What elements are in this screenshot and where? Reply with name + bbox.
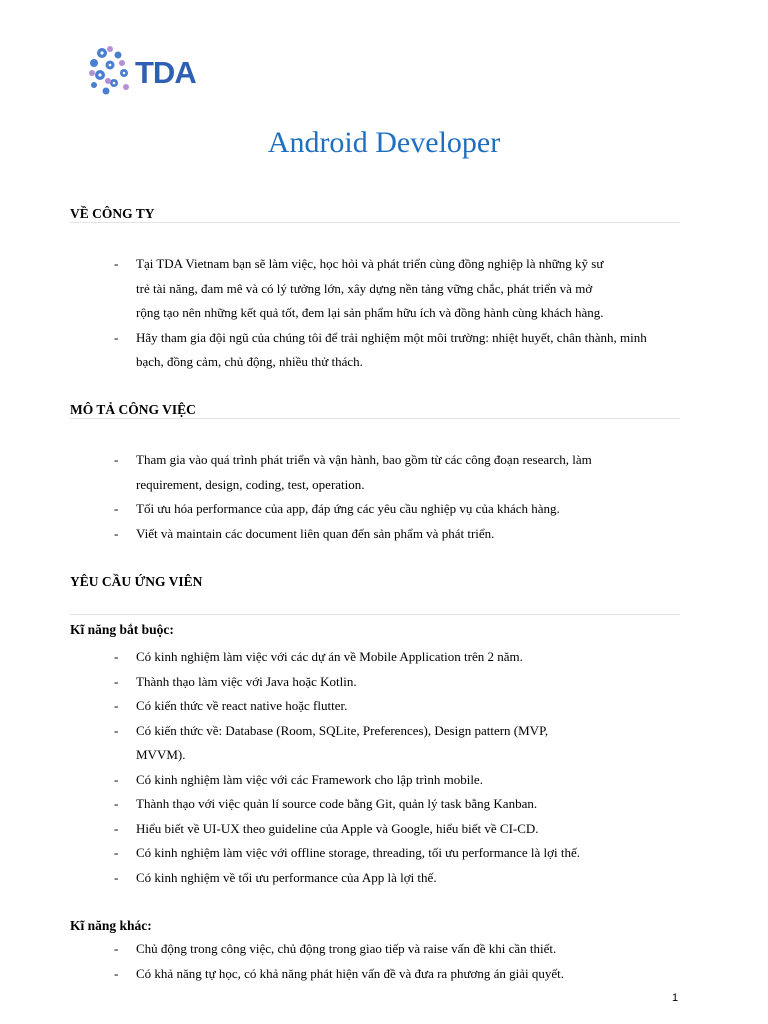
section-heading-job: MÔ TẢ CÔNG VIỆC: [70, 402, 196, 417]
bullet-dash: -: [114, 501, 119, 516]
list-item-line: requirement, design, coding, test, operation.: [136, 476, 365, 492]
bullet-dash: -: [114, 329, 119, 345]
list-item-line: Thành thạo làm việc với Java hoặc Kotlin.: [136, 673, 357, 689]
list-item-line: Tại TDA Vietnam bạn sẽ làm việc, học hỏi và phát triển cùng đồng nghiệp là những kỹ sư: [136, 256, 604, 271]
list-item-line: Hãy tham gia đội ngũ của chúng tôi để trải nghiệm một môi trường: nhiệt huyết, chân thành, minh: [136, 329, 647, 345]
list-item-text: [136, 719, 548, 768]
list-item-text: [136, 448, 592, 497]
page-title: Android Developer: [267, 126, 501, 159]
bullet-dash: -: [114, 820, 119, 836]
list-item-line: Có kinh nghiệm làm việc với các Framework cho lập trình mobile.: [136, 771, 483, 787]
bullet-dash: -: [114, 941, 119, 956]
list-item-text: [136, 817, 539, 842]
bullet-dash: -: [114, 673, 119, 689]
section-divider: [70, 418, 680, 419]
list-item-text: [136, 962, 564, 987]
list-item-text: [136, 792, 537, 817]
bullet-dash: -: [114, 698, 119, 713]
list-item-line: Có kiến thức về: Database (Room, SQLite, Preferences), Design pattern (MVP,: [136, 722, 549, 738]
list-item-line: Có kinh nghiệm làm việc với offline storage, threading, tối ưu performance là lợi thế.: [136, 845, 581, 860]
list-item-text: [136, 497, 560, 522]
list-item-line: Tham gia vào quá trình phát triển và vận hành, bao gồm từ các công đoạn research, làm: [136, 452, 592, 467]
section-divider: [70, 614, 680, 615]
list-item-text: [136, 841, 580, 866]
bullet-dash: -: [114, 796, 119, 811]
list-item-line: trẻ tài năng, đam mê và có lý tưởng lớn, xây dựng nền tảng vững chắc, phát triển và mở: [136, 280, 593, 296]
list-item-line: bạch, đồng cảm, chủ động, nhiều thử thách.: [136, 354, 363, 369]
bullet-dash: -: [114, 525, 119, 541]
bullet-dash: -: [114, 869, 119, 885]
list-item-line: Có kinh nghiệm về tối ưu performance của App là lợi thế.: [136, 869, 437, 885]
list-item-text: [136, 326, 647, 375]
list-item-text: [136, 252, 604, 326]
other-skills-title: Kĩ năng khác:: [70, 918, 152, 933]
list-item-line: Thành thạo với việc quản lí source code bằng Git, quản lý task bằng Kanban.: [136, 796, 538, 811]
list-item-text: [136, 670, 357, 695]
list-item-text: [136, 768, 483, 793]
section-divider: [70, 222, 680, 223]
list-item-line: Viết và maintain các document liên quan đến sản phẩm và phát triển.: [136, 525, 495, 541]
section-heading-company: VỀ CÔNG TY: [70, 206, 155, 221]
bullet-dash: -: [114, 452, 119, 467]
list-item-line: Có khả năng tự học, có khả năng phát hiện vấn đề và đưa ra phương án giải quyết.: [136, 965, 565, 981]
required-skills-title: Kĩ năng bắt buộc:: [70, 622, 174, 637]
list-item-text: [136, 937, 556, 962]
bullet-dash: -: [114, 722, 119, 738]
section-heading-requirements: YÊU CẦU ỨNG VIÊN: [70, 574, 203, 589]
company-logo: [88, 43, 218, 99]
list-item-text: [136, 522, 494, 547]
list-item-text: [136, 694, 347, 719]
list-item-line: Chủ động trong công việc, chủ động trong giao tiếp và raise vấn đề khi cần thiết.: [136, 941, 557, 956]
logo-text: TDA: [135, 55, 196, 90]
bullet-dash: -: [114, 845, 119, 860]
page-number: 1: [672, 992, 679, 1004]
list-item-text: [136, 645, 523, 670]
list-item-line: Có kiến thức về react native hoặc flutter.: [136, 698, 348, 713]
list-item-line: Có kinh nghiệm làm việc với các dự án về Mobile Application trên 2 năm.: [136, 649, 523, 664]
bullet-dash: -: [114, 256, 119, 271]
list-item-text: [136, 866, 437, 891]
list-item-line: rộng tạo nên những kết quả tốt, đem lại sản phẩm hữu ích và đồng hành cùng khách hàng.: [136, 305, 604, 320]
bullet-dash: -: [114, 649, 119, 664]
bullet-dash: -: [114, 965, 119, 981]
flower-logo-icon: [88, 43, 136, 99]
list-item-line: Tối ưu hóa performance của app, đáp ứng các yêu cầu nghiệp vụ của khách hàng.: [136, 501, 560, 516]
bullet-dash: -: [114, 771, 119, 787]
list-item-line: MVVM).: [136, 747, 186, 762]
list-item-line: Hiểu biết về UI-UX theo guideline của Apple và Google, hiểu biết về CI-CD.: [136, 820, 539, 836]
